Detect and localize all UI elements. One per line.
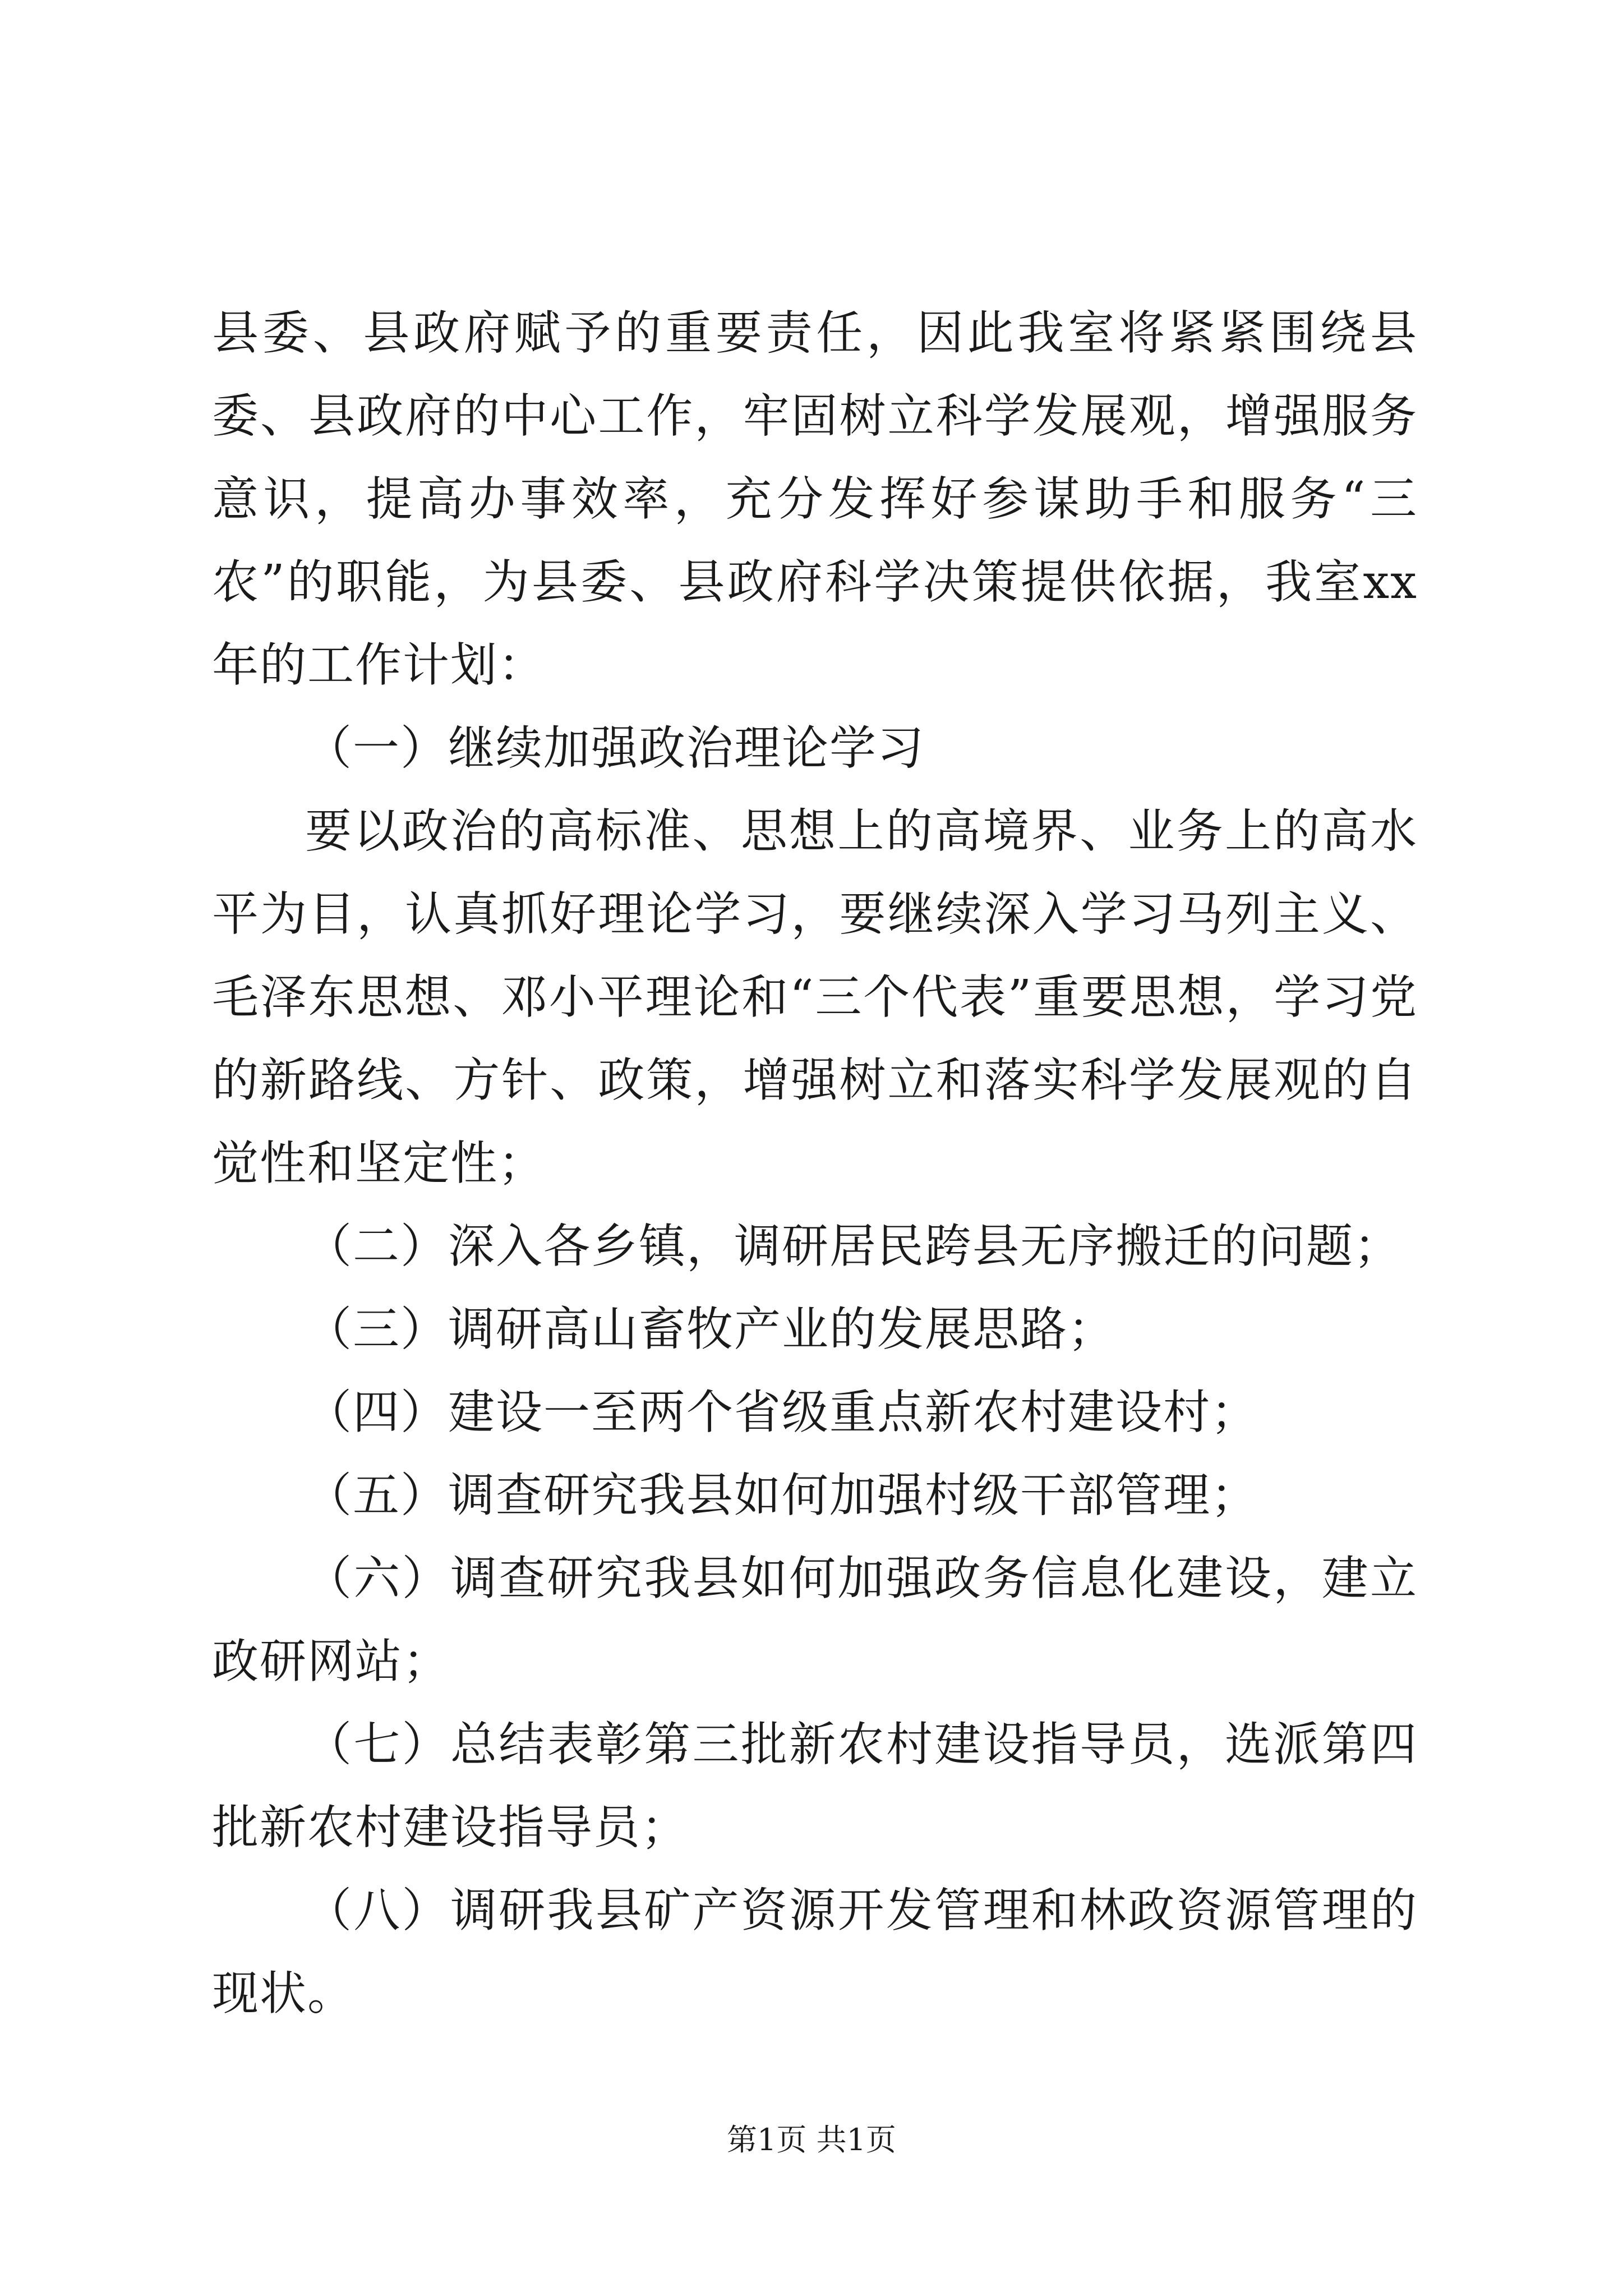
page-number-label: 第1页 共1页	[727, 2122, 896, 2157]
list-item-8: （八）调研我县矿产资源开发管理和林政资源管理的现状。	[212, 1883, 1418, 2021]
paragraph-study: 要以政治的高标准、思想上的高境界、业务上的高水平为目，认真抓好理论学习，要继续深入学习马列主义、毛泽东思想、邓小平理论和“三个代表”重要思想，学习党的新路线、方针、政策，增强树立和落实科学发展观的自觉性和坚定性；	[212, 804, 1418, 1190]
list-item-7: （七）总结表彰第三批新农村建设指导员，选派第四批新农村建设指导员；	[212, 1717, 1418, 1855]
list-item-2: （二）深入各乡镇，调研居民跨县无序搬迁的问题；	[305, 1219, 1401, 1273]
list-item-4: （四）建设一至两个省级重点新农村建设村；	[305, 1385, 1258, 1439]
list-item-6: （六）调查研究我县如何加强政务信息化建设，建立政研网站；	[212, 1551, 1418, 1688]
list-item-5: （五）调查研究我县如何加强村级干部管理；	[305, 1468, 1258, 1522]
list-item-3: （三）调研高山畜牧产业的发展思路；	[305, 1302, 1115, 1356]
page-footer	[0, 2120, 1623, 2160]
paragraph-continuation: 县委、县政府赋予的重要责任，因此我室将紧紧围绕县委、县政府的中心工作，牢固树立科学发展观，增强服务意识，提高办事效率，充分发挥好参谋助手和服务“三农”的职能，为县委、县政府科学决策提供依据，我室xx年的工作计划：	[212, 306, 1418, 692]
section-heading-1: （一）继续加强政治理论学习	[305, 721, 925, 775]
document-body	[212, 292, 1418, 2035]
